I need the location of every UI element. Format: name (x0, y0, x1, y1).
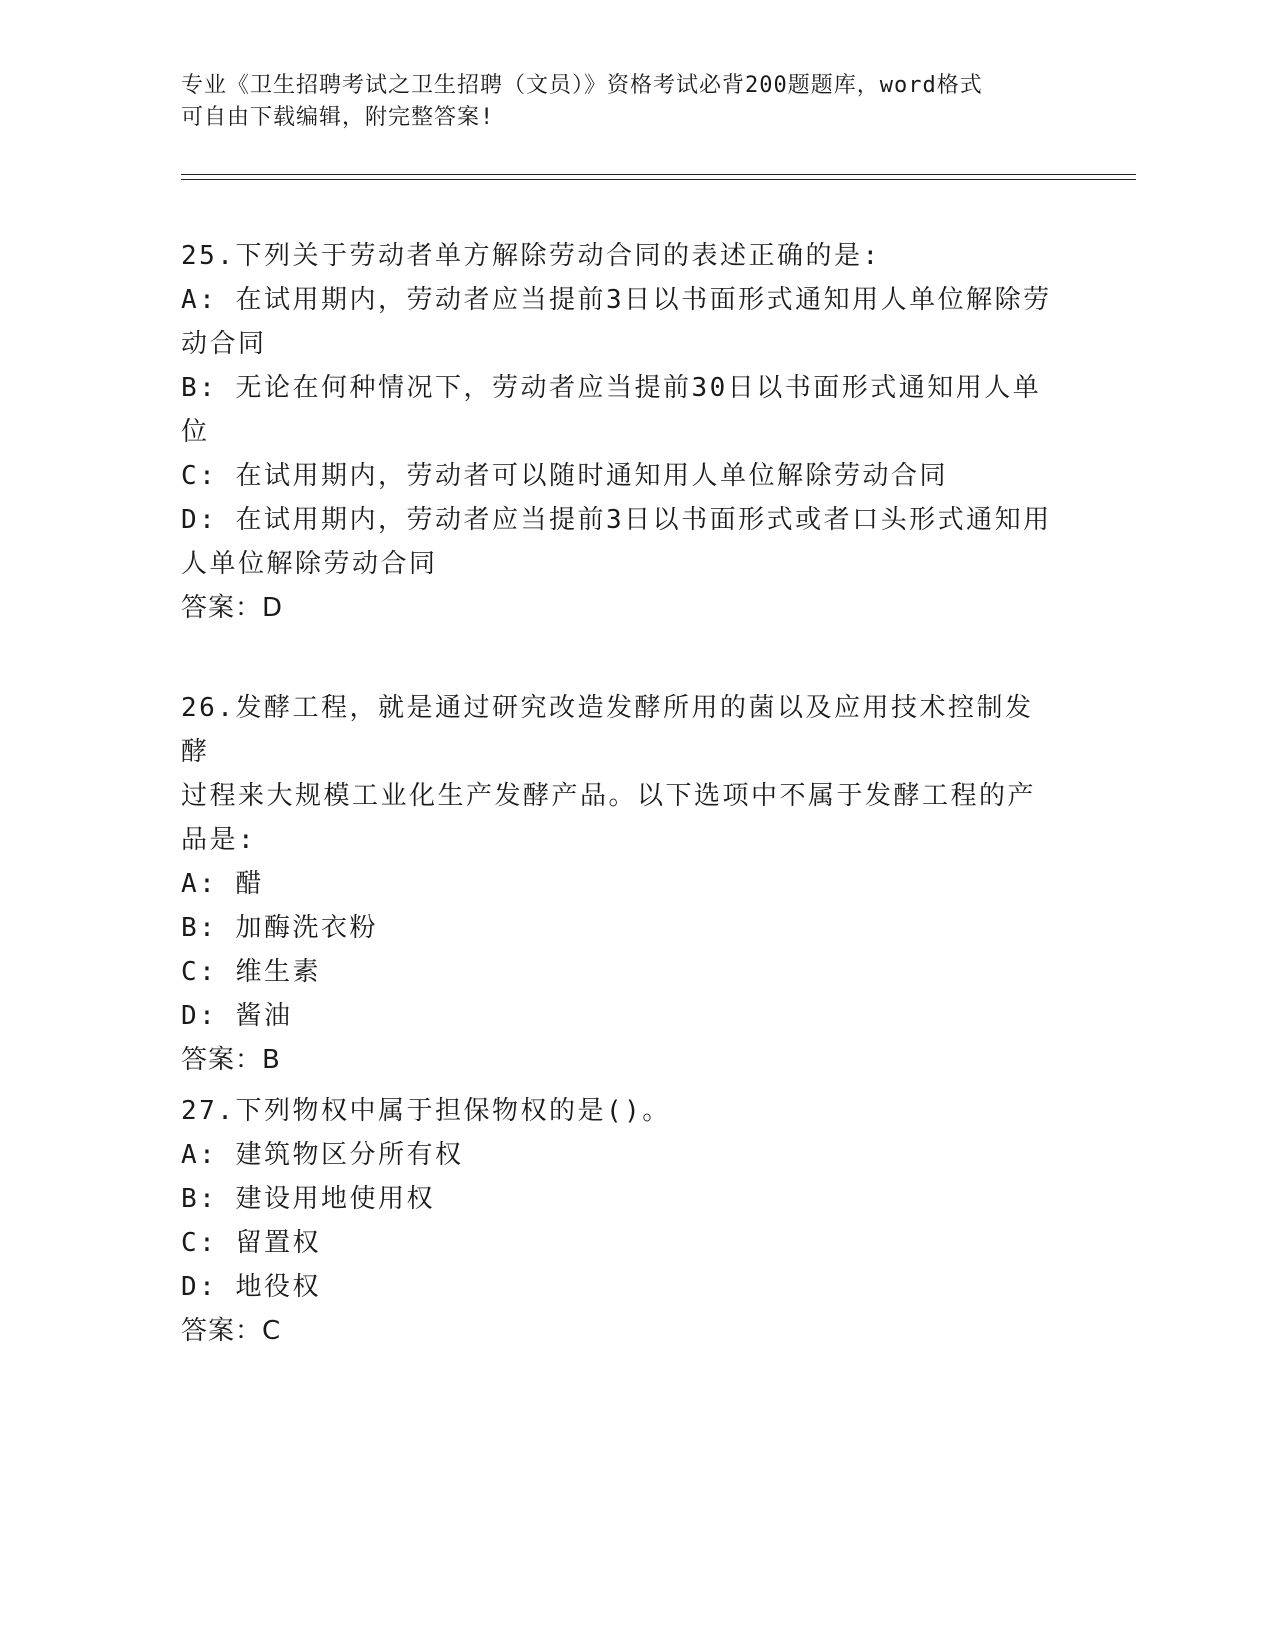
option-a-line: A: 在试用期内，劳动者应当提前3日以书面形式通知用人单位解除劳 (181, 285, 1052, 315)
answer-label: 答案：D (181, 593, 284, 623)
question-stem-line: 品是: (181, 825, 257, 855)
option-b-line: B: 建设用地使用权 (181, 1184, 435, 1214)
option-d-line: D: 地役权 (181, 1272, 321, 1302)
header-divider-bottom (181, 179, 1136, 180)
question-25 (181, 234, 1061, 630)
question-27 (181, 1089, 1061, 1353)
question-stem-line: 过程来大规模工业化生产发酵产品。以下选项中不属于发酵工程的产 (181, 781, 1037, 811)
answer-label: 答案：B (181, 1045, 281, 1075)
option-b-line: 位 (181, 417, 210, 447)
option-b-line: B: 加酶洗衣粉 (181, 913, 378, 943)
question-26 (181, 686, 1061, 1082)
header-line-1: 专业《卫生招聘考试之卫生招聘（文员）》资格考试必背200题题库，word格式 (181, 73, 983, 98)
option-c-line: C: 维生素 (181, 957, 321, 987)
question-stem-line: 25.下列关于劳动者单方解除劳动合同的表述正确的是: (181, 241, 881, 271)
header-divider-top (181, 174, 1136, 175)
option-a-line: A: 醋 (181, 869, 264, 899)
answer-label: 答案：C (181, 1316, 282, 1346)
option-d-line: D: 在试用期内，劳动者应当提前3日以书面形式或者口头形式通知用 (181, 505, 1052, 535)
option-c-line: C: 留置权 (181, 1228, 321, 1258)
header-line-2: 可自由下载编辑，附完整答案! (181, 105, 495, 130)
document-header (181, 70, 1051, 134)
option-a-line: 动合同 (181, 329, 267, 359)
option-a-line: A: 建筑物区分所有权 (181, 1140, 464, 1170)
question-stem-line: 27.下列物权中属于担保物权的是()。 (181, 1096, 671, 1126)
option-c-line: C: 在试用期内，劳动者可以随时通知用人单位解除劳动合同 (181, 461, 948, 491)
question-stem-line: 26.发酵工程，就是通过研究改造发酵所用的菌以及应用技术控制发酵 (181, 693, 1034, 767)
option-d-line: 人单位解除劳动合同 (181, 549, 438, 579)
option-d-line: D: 酱油 (181, 1001, 293, 1031)
option-b-line: B: 无论在何种情况下，劳动者应当提前30日以书面形式通知用人单 (181, 373, 1042, 403)
